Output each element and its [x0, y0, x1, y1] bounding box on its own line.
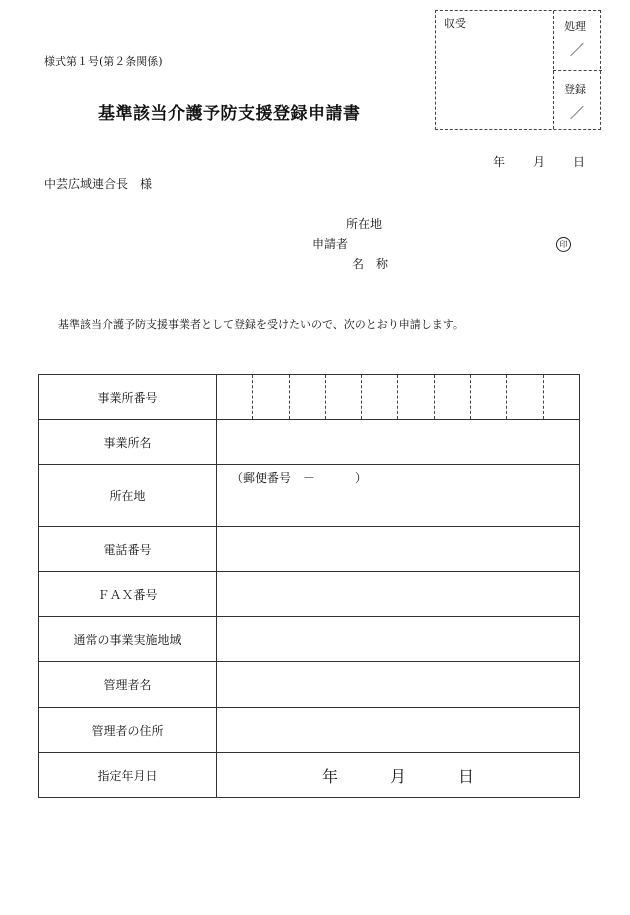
- processing-label: 処理: [564, 20, 586, 33]
- digit-box[interactable]: [543, 375, 579, 419]
- registration-label: 登録: [564, 83, 586, 96]
- designation-day: 日: [458, 766, 475, 786]
- service-area-field[interactable]: [217, 617, 580, 662]
- digit-box[interactable]: [289, 375, 325, 419]
- manager-address-field[interactable]: [217, 708, 580, 753]
- digit-box[interactable]: [361, 375, 397, 419]
- row-label: 指定年月日: [39, 753, 217, 798]
- table-row: [39, 527, 580, 572]
- row-label: 所在地: [39, 465, 217, 527]
- application-table: [38, 374, 580, 798]
- seal-mark: 印: [556, 237, 571, 252]
- postal-dash: －: [303, 471, 316, 485]
- office-number-digit-boxes: [217, 375, 579, 419]
- manager-name-field[interactable]: [217, 662, 580, 708]
- postal-close: ）: [355, 471, 368, 485]
- application-date: [493, 153, 585, 170]
- stamp-divider: [553, 70, 602, 71]
- postal-prefix: （郵便番号: [231, 471, 292, 485]
- processing-slash: ／: [570, 43, 584, 59]
- designation-year: 年: [321, 766, 338, 786]
- postal-code-line: [231, 469, 367, 486]
- digit-box[interactable]: [252, 375, 288, 419]
- row-label: 管理者名: [39, 662, 217, 708]
- phone-field[interactable]: [217, 527, 580, 572]
- form-number: 様式第１号(第２条関係): [44, 55, 163, 68]
- digit-box[interactable]: [325, 375, 361, 419]
- row-label: 管理者の住所: [39, 708, 217, 753]
- digit-box[interactable]: [470, 375, 506, 419]
- designation-date-field[interactable]: [217, 753, 580, 798]
- table-row: [39, 617, 580, 662]
- digit-box[interactable]: [217, 375, 252, 419]
- date-year: 年: [493, 155, 506, 169]
- registration-slash: ／: [570, 106, 584, 122]
- digit-box[interactable]: [434, 375, 470, 419]
- addressee: 中芸広域連合長 様: [44, 177, 153, 191]
- applicant-label: 申請者: [312, 237, 349, 251]
- office-name-field[interactable]: [217, 420, 580, 465]
- received-label: 収受: [444, 17, 466, 30]
- date-day: 日: [573, 155, 586, 169]
- date-month: 月: [533, 155, 546, 169]
- row-label: 事業所名: [39, 420, 217, 465]
- row-label: 事業所番号: [39, 375, 217, 420]
- table-row: [39, 708, 580, 753]
- office-number-field[interactable]: [217, 375, 580, 420]
- row-label: ＦＡＸ番号: [39, 572, 217, 617]
- row-label: 電話番号: [39, 527, 217, 572]
- document-title: 基準該当介護予防支援登録申請書: [98, 104, 361, 124]
- table-row: [39, 375, 580, 420]
- applicant-location-label: 所在地: [346, 217, 383, 231]
- table-row: [39, 465, 580, 527]
- applicant-name-label: 名 称: [352, 257, 389, 271]
- table-row: [39, 662, 580, 708]
- digit-box[interactable]: [506, 375, 542, 419]
- table-row: [39, 420, 580, 465]
- address-field[interactable]: [217, 465, 580, 527]
- table-row: [39, 572, 580, 617]
- table-row: [39, 753, 580, 798]
- row-label: 通常の事業実施地域: [39, 617, 217, 662]
- fax-field[interactable]: [217, 572, 580, 617]
- application-statement: 基準該当介護予防支援事業者として登録を受けたいので、次のとおり申請します。: [58, 318, 464, 331]
- designation-month: 月: [389, 766, 406, 786]
- reception-stamp-box: [435, 10, 601, 130]
- digit-box[interactable]: [397, 375, 433, 419]
